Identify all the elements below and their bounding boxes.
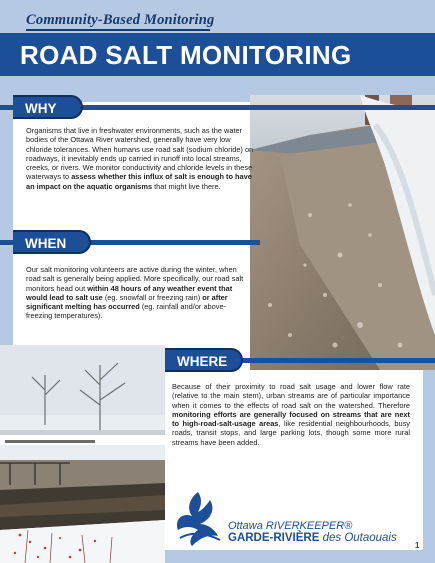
why-heading: WHY	[13, 95, 83, 119]
kicker-underline	[26, 29, 210, 31]
page-number: 1	[415, 541, 420, 550]
why-text: Organisms that live in freshwater environments, such as the water bodies of the Ottawa River watershed, generally have very low chloride tolerances. When humans use road salt (sodium chloride) on roadways, it inevitably ends up carried in runoff into local streams, creeks, or rivers. We monitor conductivity and chloride levels in these waterways to assess whether this influx of salt is enough to have an impact on the aquatic organisms that might live there.	[26, 126, 254, 191]
when-heading: WHEN	[13, 230, 91, 254]
when-text: Our salt monitoring volunteers are active during the winter, when road salt is generally being applied. More specifically, our road salt monitors head out within 48 hours of any weather event that would lead to salt use (eg. snowfall or freezing rain) or after significant melting has occurred (eg. rainfall and/or above-freezing temperatures).	[26, 265, 244, 321]
logo-name-en: Ottawa RIVERKEEPER®	[228, 520, 353, 532]
logo-name-fr: GARDE-RIVIÈRE des Outaouais	[228, 532, 397, 544]
page-title: ROAD SALT MONITORING	[20, 40, 352, 70]
salted-sidewalk-photo	[250, 95, 435, 370]
where-text: Because of their proximity to road salt usage and lower flow rate (relative to the main stem), urban streams are of particular importance when it comes to the effects of road salt on the watershed. Therefore monitoring efforts are generally focused on streams that are next to high-road-salt-usage areas, like residential neighbourhoods, busy roads, transit stops, and large parking lots, though some more rural streams have been added.	[172, 382, 410, 447]
riverkeeper-logo	[170, 490, 228, 553]
kicker: Community-Based Monitoring	[26, 12, 215, 28]
winter-creek-photo	[0, 345, 165, 563]
where-heading: WHERE	[165, 348, 243, 372]
